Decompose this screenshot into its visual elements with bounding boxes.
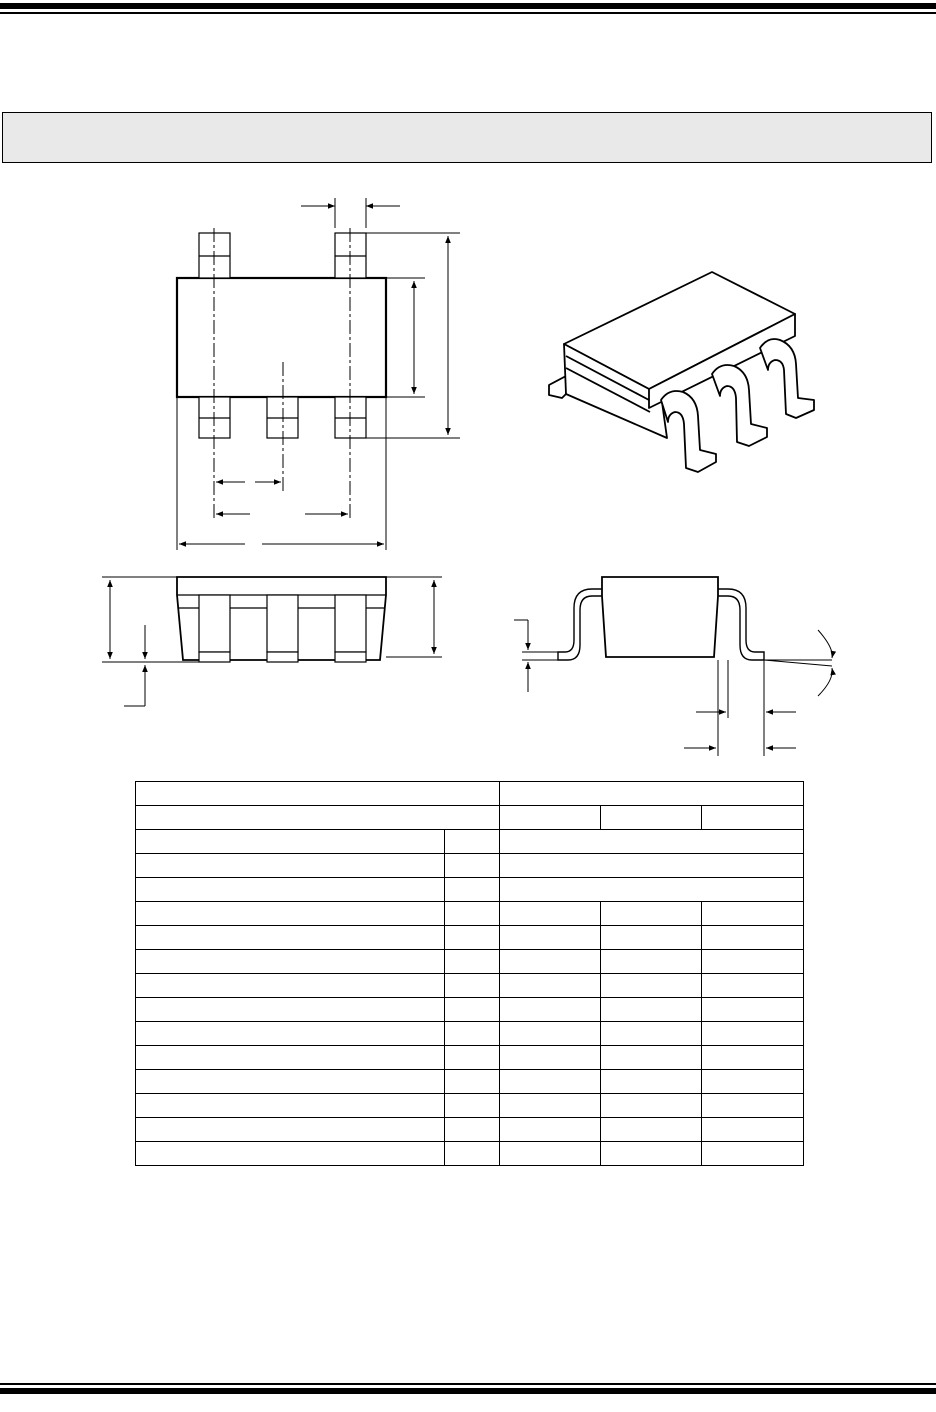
table-cell: [445, 854, 500, 878]
table-cell: [445, 974, 500, 998]
table-header-cell: [500, 782, 804, 806]
table-cell: [601, 1094, 702, 1118]
table-cell: [500, 998, 601, 1022]
table-cell: [702, 1142, 804, 1166]
table-cell: [136, 1046, 445, 1070]
table-cell: [136, 1070, 445, 1094]
table-cell: [136, 1142, 445, 1166]
front-lead-1: [199, 595, 230, 652]
table-cell: [702, 1094, 804, 1118]
front-lead-3-foot: [335, 652, 366, 662]
table-cell: [445, 1070, 500, 1094]
table-cell: [445, 1142, 500, 1166]
side-lead-right: [718, 589, 764, 660]
table-row: [136, 878, 804, 902]
table-cell: [702, 974, 804, 998]
table-cell: [500, 830, 804, 854]
table-header-cell: [702, 806, 804, 830]
dimension-table: [135, 781, 804, 1166]
table-cell: [500, 878, 804, 902]
table-cell: [136, 950, 445, 974]
isometric-view: [549, 272, 814, 472]
table-cell: [136, 854, 445, 878]
table-cell: [702, 1022, 804, 1046]
table-cell: [500, 950, 601, 974]
table-cell: [601, 1046, 702, 1070]
table-cell: [601, 950, 702, 974]
table-header-cell: [136, 806, 500, 830]
table-cell: [445, 950, 500, 974]
iso-lead-front: [661, 391, 716, 472]
table-cell: [702, 1118, 804, 1142]
table-cell: [702, 902, 804, 926]
table-cell: [136, 830, 445, 854]
table-row: [136, 950, 804, 974]
top-view: [177, 198, 460, 550]
front-lead-1-foot: [199, 652, 230, 662]
table-cell: [445, 1094, 500, 1118]
table-subheader-row: [136, 806, 804, 830]
table-cell: [500, 1046, 601, 1070]
table-header-cell: [500, 806, 601, 830]
table-cell: [601, 998, 702, 1022]
table-cell: [445, 1022, 500, 1046]
table-cell: [702, 1070, 804, 1094]
table-cell: [445, 1118, 500, 1142]
front-lead-2: [267, 595, 298, 652]
table-cell: [702, 1046, 804, 1070]
table-cell: [500, 974, 601, 998]
table-cell: [500, 1118, 601, 1142]
table-cell: [445, 1046, 500, 1070]
table-cell: [136, 1118, 445, 1142]
table-row: [136, 998, 804, 1022]
table-cell: [601, 1142, 702, 1166]
table-cell: [445, 998, 500, 1022]
table-cell: [702, 998, 804, 1022]
table-cell: [136, 926, 445, 950]
bottom-rule-thin: [0, 1383, 936, 1385]
bottom-rule-thick: [0, 1388, 936, 1394]
front-view: [102, 577, 442, 706]
side-view-body: [602, 577, 718, 657]
table-cell: [500, 902, 601, 926]
table-row: [136, 1070, 804, 1094]
iso-lead-mid: [712, 365, 767, 446]
table-cell: [136, 1022, 445, 1046]
table-cell: [445, 878, 500, 902]
table-header-cell: [601, 806, 702, 830]
front-lead-2-foot: [267, 652, 298, 662]
table-row: [136, 1118, 804, 1142]
table-cell: [702, 950, 804, 974]
table-row: [136, 830, 804, 854]
side-view: [514, 577, 832, 756]
table-cell: [136, 974, 445, 998]
table-row: [136, 1046, 804, 1070]
table-cell: [601, 926, 702, 950]
table-cell: [500, 1142, 601, 1166]
side-lead-left: [558, 589, 602, 660]
table-cell: [601, 1118, 702, 1142]
table-header-cell: [136, 782, 500, 806]
table-cell: [601, 1022, 702, 1046]
table-row: [136, 1094, 804, 1118]
table-header-row: [136, 782, 804, 806]
table-cell: [601, 902, 702, 926]
table-cell: [601, 974, 702, 998]
table-cell: [136, 878, 445, 902]
table-cell: [136, 998, 445, 1022]
table-cell: [445, 926, 500, 950]
table-cell: [500, 1094, 601, 1118]
table-row: [136, 854, 804, 878]
table-cell: [500, 1070, 601, 1094]
top-view-body: [177, 278, 386, 397]
table-cell: [445, 902, 500, 926]
table-cell: [136, 1094, 445, 1118]
table-cell: [500, 1022, 601, 1046]
table-row: [136, 974, 804, 998]
table-row: [136, 1142, 804, 1166]
table-cell: [500, 854, 804, 878]
table-cell: [445, 830, 500, 854]
table-cell: [136, 902, 445, 926]
table-cell: [500, 926, 601, 950]
iso-lead-right: [760, 339, 814, 418]
table-row: [136, 1022, 804, 1046]
table-cell: [601, 1070, 702, 1094]
table-cell: [702, 926, 804, 950]
front-lead-3: [335, 595, 366, 652]
table-row: [136, 926, 804, 950]
table-row: [136, 902, 804, 926]
